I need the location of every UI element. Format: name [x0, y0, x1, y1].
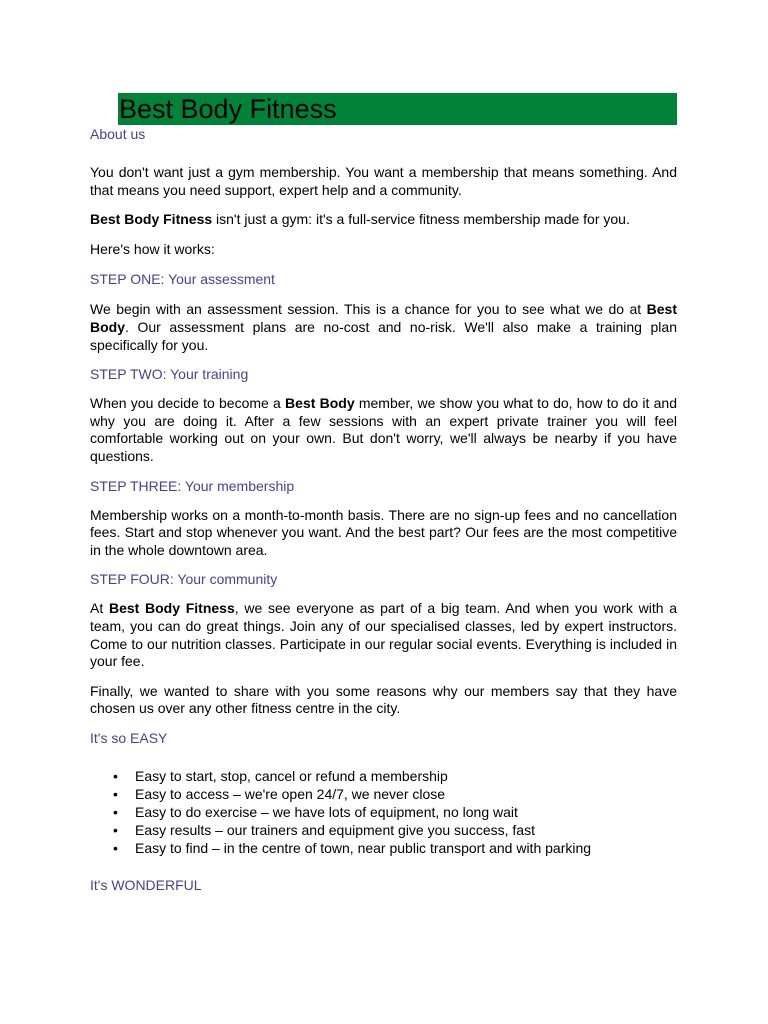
step-four-heading: STEP FOUR: Your community — [90, 571, 278, 588]
finally-paragraph: Finally, we wanted to share with you some reasons why our members say that they have chosen us over any other fitness centre in the city. — [90, 682, 677, 717]
list-item — [90, 803, 677, 821]
list-item-text: Easy to do exercise – we have lots of equipment, no long wait — [135, 803, 518, 820]
bullet-icon: • — [113, 821, 118, 838]
step-one-text: We begin with an assessment session. This is a chance for you to see what we do at — [90, 301, 647, 318]
brand-name-bold: Best Body — [285, 395, 355, 412]
list-item — [90, 839, 677, 857]
brand-name-bold: Best Body Fitness — [90, 211, 213, 228]
tagline-paragraph — [90, 211, 677, 229]
step-three-paragraph: Membership works on a month-to-month basis. There are no sign-up fees and no cancellation fees. Start and stop whenever you want. And the best part? Our fees are the most competitive in the whole downtown area. — [90, 506, 677, 558]
list-item-text: Easy results – our trainers and equipment give you success, fast — [135, 821, 535, 838]
bullet-icon: • — [113, 803, 118, 820]
step-three-heading: STEP THREE: Your membership — [90, 477, 295, 494]
step-one-text-end: . Our assessment plans are no-cost and no-risk. We'll also make a training plan specifically for you. — [90, 318, 677, 353]
list-item — [90, 821, 677, 839]
brand-name-bold: Best Body Fitness — [108, 600, 235, 617]
step-four-text-end: , we see everyone as part of a big team. And when you work with a team, you can do great things. Join any of our specialised classes, led by expert instructors. Come to our nutrition classes. Participate in our regular social events. Everything is included in your fee. — [90, 600, 677, 670]
wonderful-heading: It's WONDERFUL — [90, 876, 202, 893]
bullet-icon: • — [113, 839, 118, 856]
brand-name-bold: Best Body — [90, 301, 677, 335]
bullet-icon: • — [113, 767, 118, 784]
page-title: Best Body Fitness — [118, 93, 677, 125]
list-item-text: Easy to find – in the centre of town, near public transport and with parking — [135, 839, 592, 856]
list-item-text: Easy to access – we're open 24/7, we never close — [135, 785, 446, 802]
bullet-icon: • — [113, 785, 118, 802]
step-two-text: When you decide to become a — [90, 395, 286, 412]
intro-paragraph: You don't want just a gym membership. You want a membership that means something. And that means you need support, expert help and a community. — [90, 164, 677, 198]
step-one-paragraph — [90, 301, 677, 354]
step-one-heading: STEP ONE: Your assessment — [90, 271, 275, 288]
about-heading: About us — [90, 126, 146, 142]
step-four-paragraph — [90, 600, 677, 670]
list-item-text: Easy to start, stop, cancel or refund a membership — [135, 767, 448, 784]
step-two-paragraph — [90, 395, 677, 465]
step-two-text-end: member, we show you what to do, how to do it and why you are doing it. After a few sessions with an expert private trainer you will feel comfortable working out on your own. But don't worry, we'll always be nearby if you have questions. — [90, 395, 677, 464]
how-it-works-paragraph: Here's how it works: — [90, 240, 215, 257]
tagline-text: isn't just a gym: it's a full-service fitness membership made for you. — [212, 211, 630, 228]
document-page — [90, 93, 677, 894]
easy-list — [90, 767, 677, 857]
step-four-text: At — [90, 600, 109, 617]
step-two-heading: STEP TWO: Your training — [90, 366, 249, 383]
easy-heading: It's so EASY — [90, 729, 168, 746]
list-item — [90, 767, 677, 785]
list-item — [90, 785, 677, 803]
